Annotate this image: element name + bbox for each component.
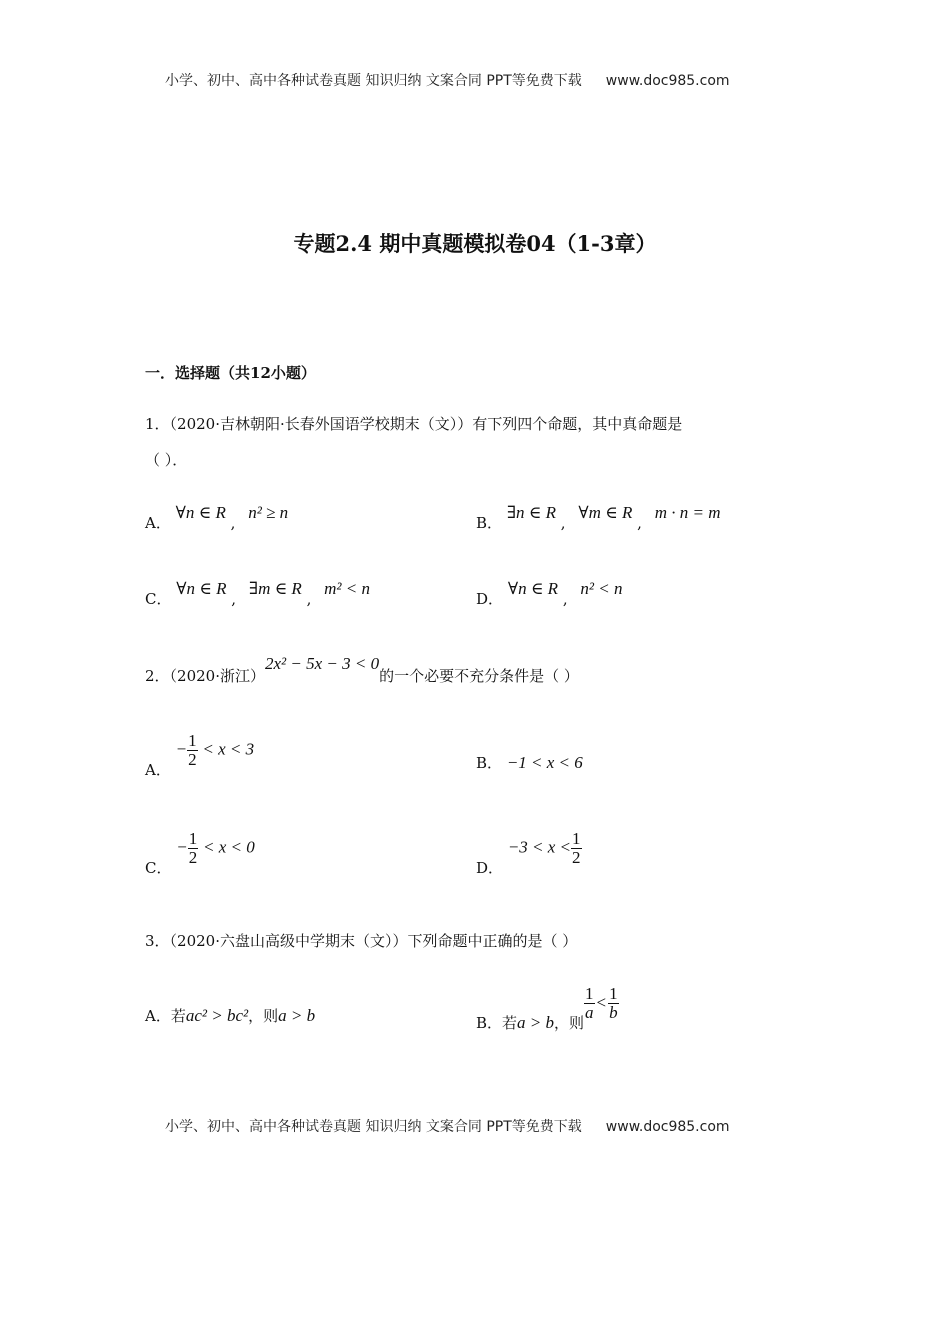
q2-option-a-den: 2 bbox=[188, 750, 197, 769]
question-3-number: 3． bbox=[145, 932, 170, 950]
q2-option-c-label: C． bbox=[145, 858, 172, 877]
q3-option-b-num2: 1 bbox=[609, 984, 618, 1003]
q2-option-d-den: 2 bbox=[572, 848, 581, 867]
q3-option-a-text1: 若 bbox=[170, 1007, 186, 1025]
q2-option-d-math: −3 < x < bbox=[507, 837, 572, 857]
q1-option-d-math2: n² < n bbox=[580, 579, 623, 598]
question-1-number: 1． bbox=[145, 415, 170, 433]
q3-option-a-label: A． bbox=[145, 1007, 171, 1025]
q3-option-b-lt: < bbox=[596, 992, 607, 1012]
q3-option-a bbox=[145, 1005, 315, 1026]
header-banner bbox=[165, 70, 730, 90]
q1-option-c: C． ∀n ∈ R , ∃m ∈ R , m² < n bbox=[145, 579, 371, 608]
q1-option-d: D． ∀n ∈ R , n² < n bbox=[476, 579, 623, 608]
q3-option-b-text2: ，则 bbox=[554, 1013, 585, 1032]
q2-option-c-num: 1 bbox=[188, 829, 198, 848]
header-banner-url[interactable]: www.doc985.com bbox=[605, 73, 730, 89]
q1-option-b-math3: m · n = m bbox=[654, 503, 721, 522]
q2-option-c-den: 2 bbox=[188, 848, 198, 867]
q3-option-b-num1: 1 bbox=[585, 984, 594, 1003]
q1-option-a: A． ∀n ∈ R , n² ≥ n bbox=[145, 503, 289, 532]
section-heading: 一．选择题（共12小题） bbox=[145, 364, 316, 382]
q1-option-c-math2: ∃m ∈ R bbox=[248, 579, 302, 598]
q1-option-a-label: A． bbox=[145, 514, 171, 532]
q2-option-a-label: A． bbox=[145, 760, 171, 779]
question-3-stem bbox=[145, 930, 577, 951]
q2-option-c bbox=[145, 829, 255, 877]
q1-option-d-math1: ∀n ∈ R bbox=[507, 579, 559, 598]
q1-option-c-math1: ∀n ∈ R bbox=[176, 579, 227, 598]
q2-option-d-label: D． bbox=[476, 858, 504, 877]
question-2-math: 2x² − 5x − 3 < 0 bbox=[265, 654, 380, 673]
q3-option-b-text1: 若 bbox=[502, 1013, 518, 1032]
q2-option-b-label: B． bbox=[476, 754, 503, 772]
q1-option-b-label: B． bbox=[476, 514, 503, 532]
q2-option-a bbox=[145, 731, 255, 779]
q3-option-b-den1: a bbox=[585, 1003, 594, 1022]
header-banner-text: 小学、初中、高中各种试卷真题 知识归纳 文案合同 PPT等免费下载 bbox=[165, 73, 582, 89]
q2-option-a-rest: < x < 3 bbox=[202, 739, 255, 759]
footer-banner-text: 小学、初中、高中各种试卷真题 知识归纳 文案合同 PPT等免费下载 bbox=[165, 1119, 582, 1135]
page-title: 专题2.4 期中真题模拟卷04（1-3章） bbox=[293, 231, 657, 256]
q1-option-a-math2: n² ≥ n bbox=[248, 503, 289, 522]
q2-option-a-prefix: − bbox=[175, 739, 188, 759]
question-2-source: （2020·浙江） bbox=[169, 667, 265, 685]
q1-option-a-math1: ∀n ∈ R bbox=[175, 503, 226, 522]
q2-option-c-prefix: − bbox=[176, 837, 188, 857]
q2-option-d bbox=[476, 829, 582, 877]
q2-option-b bbox=[476, 752, 583, 773]
q1-option-c-label: C． bbox=[145, 590, 172, 608]
q2-option-d-num: 1 bbox=[572, 829, 581, 848]
footer-banner-url[interactable]: www.doc985.com bbox=[605, 1119, 730, 1135]
question-1-stem bbox=[145, 413, 682, 434]
question-2-text: 的一个必要不充分条件是（ ） bbox=[379, 667, 579, 685]
q3-option-b-den2: b bbox=[609, 1003, 618, 1022]
q2-option-a-num: 1 bbox=[188, 731, 197, 750]
q3-option-b-label: B． bbox=[476, 1013, 503, 1032]
q1-option-c-math3: m² < n bbox=[324, 579, 371, 598]
question-1-text: （2020·吉林朝阳·长春外国语学校期末（文））有下列四个命题，其中真命题是 bbox=[169, 415, 683, 433]
question-2-stem bbox=[145, 653, 579, 685]
q1-option-b-math1: ∃n ∈ R bbox=[506, 503, 557, 522]
question-2-number: 2． bbox=[145, 667, 170, 685]
footer-banner bbox=[165, 1116, 730, 1136]
q1-option-b: B． ∃n ∈ R , ∀m ∈ R , m · n = m bbox=[476, 503, 721, 532]
q1-option-b-math2: ∀m ∈ R bbox=[578, 503, 633, 522]
q3-option-a-math2: a > b bbox=[278, 1006, 316, 1025]
q1-option-d-label: D． bbox=[476, 590, 504, 608]
q3-option-b bbox=[476, 984, 619, 1032]
q2-option-b-math: −1 < x < 6 bbox=[506, 753, 583, 772]
question-1-paren: （ ）． bbox=[145, 451, 188, 469]
question-3-text: （2020·六盘山高级中学期末（文））下列命题中正确的是（ ） bbox=[169, 932, 578, 950]
q3-option-b-math1: a > b bbox=[517, 1012, 555, 1032]
q3-option-a-text2: ，则 bbox=[248, 1007, 279, 1025]
q2-option-c-rest: < x < 0 bbox=[203, 837, 255, 857]
q3-option-a-math1: ac² > bc² bbox=[185, 1006, 249, 1025]
